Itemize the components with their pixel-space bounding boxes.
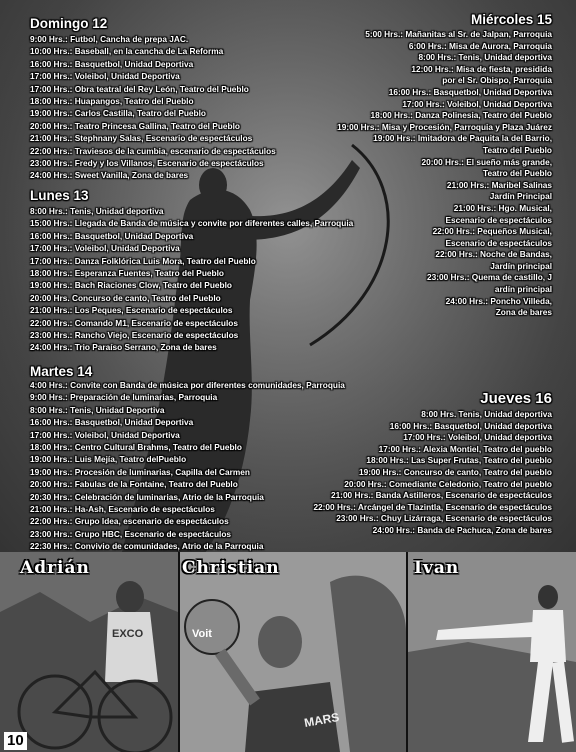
day-title: Jueves 16 xyxy=(480,390,552,407)
event-item: 20:00 Hrs.: Fabulas de la Fontaine, Teatro del Pueblo xyxy=(30,479,238,490)
day-domingo xyxy=(30,16,276,182)
day-miercoles xyxy=(337,12,552,319)
shirt-label: MARS xyxy=(303,710,341,730)
event-item: 18:00 Hrs.: Las Super Frutas, Teatro del pueblo xyxy=(366,455,552,466)
event-item: 23:00 Hrs.: Fredy y los Villanos, Escenario de espectáculos xyxy=(30,158,264,169)
event-item: 24:00 Hrs.: Trio Paraíso Serrano, Zona de bares xyxy=(30,342,217,353)
event-item: 21:00 Hrs.: Los Peques, Escenario de espectáculos xyxy=(30,305,233,316)
event-item: 22:00 Hrs.: Comando M1, Escenario de espectáculos xyxy=(30,317,238,328)
event-item: 24:00 Hrs.: Banda de Pachuca, Zona de bares xyxy=(372,524,552,535)
event-item: 21:00 Hrs.: Maribel Salinas xyxy=(446,179,552,190)
event-item: 20:00 Hrs. Concurso de canto, Teatro del Pueblo xyxy=(30,292,221,303)
event-item: 21:00 Hrs.: Ha-Ash, Escenario de espectáculos xyxy=(30,504,215,515)
event-item: 23:00 Hrs.: Grupo HBC, Escenario de espectáculos xyxy=(30,528,232,539)
photo-name: Ivan xyxy=(414,558,460,578)
event-item: 17:00 Hrs.: Voleibol, Unidad Deportiva xyxy=(402,98,552,109)
event-item: 9:00 Hrs.: Preparación de luminarias, Parroquia xyxy=(30,392,218,403)
event-item: 17:00 Hrs.: Voleibol, Unidad deportiva xyxy=(403,432,552,443)
event-item: Escenario de espectáculos xyxy=(445,214,552,225)
event-item: Jardín Principal xyxy=(489,191,552,202)
event-item: Teatro del Pueblo xyxy=(483,168,552,179)
event-item: por el Sr. Obispo, Parroquia xyxy=(442,75,552,86)
basketball-icon xyxy=(185,600,239,654)
event-item: Jardín principal xyxy=(490,260,552,271)
event-item: 4:00 Hrs.: Convite con Banda de música por diferentes comunidades, Parroquia xyxy=(30,380,345,390)
event-item: 16:00 Hrs.: Basquetbol, Unidad Deportiva xyxy=(30,58,194,69)
event-item: 20:00 Hrs.: Teatro Princesa Gallina, Teatro del Pueblo xyxy=(30,120,240,131)
day-lunes xyxy=(30,188,353,354)
event-item: 16:00 Hrs.: Basquetbol, Unidad Deportiva xyxy=(388,86,552,97)
event-item: 10:00 Hrs.: Baseball, en la cancha de La Reforma xyxy=(30,46,224,57)
event-item: 24:00 Hrs.: Sweet Vanilla, Zona de bares xyxy=(30,170,189,181)
event-item: 8:00 Hrs.: Tenis, Unidad deportiva xyxy=(418,52,552,63)
event-item: ardín principal xyxy=(494,284,552,295)
photo-ivan xyxy=(408,552,576,752)
event-item: 19:00 Hrs.: Luis Mejía, Teatro delPueblo xyxy=(30,454,187,465)
event-item: 19:00 Hrs.: Bach Riaciones Clow, Teatro del Pueblo xyxy=(30,280,232,291)
event-item: 16:00 Hrs.: Basquetbol, Unidad deportiva xyxy=(389,420,552,431)
event-item: 19:00 Hrs.: Carlos Castilla, Teatro del Pueblo xyxy=(30,108,206,119)
event-item: 18:00 Hrs.: Danza Polinesia, Teatro del Pueblo xyxy=(370,110,552,121)
day-title: Miércoles 15 xyxy=(470,12,552,27)
event-item: 21:00 Hrs.: Hgo. Musical, xyxy=(453,202,552,213)
event-item: 19:00 Hrs.: Imitadora de Paquita la del Barrio, xyxy=(373,133,552,144)
event-item: 23:00 Hrs.: Quema de castillo, J xyxy=(427,272,552,283)
ball-label: Voit xyxy=(192,628,212,640)
event-item: 17:00 Hrs.: Voleibol, Unidad Deportiva xyxy=(30,429,180,440)
event-item: 22:00 Hrs.: Grupo Idea, escenario de espectáculos xyxy=(30,516,229,527)
event-item: 18:00 Hrs.: Centro Cultural Brahms, Teatro del Pueblo xyxy=(30,442,242,453)
event-item: 20:00 Hrs.: El sueño más grande, xyxy=(421,156,552,167)
event-item: 12:00 Hrs.: Misa de fiesta, presidida xyxy=(411,63,552,74)
event-item: 17:00 Hrs.: Obra teatral del Rey León, Teatro del Pueblo xyxy=(30,83,249,94)
page-number: 10 xyxy=(4,732,27,750)
event-item: 20:30 Hrs.: Celebración de luminarias, Atrio de la Parroquia xyxy=(30,491,264,502)
photo-name: Christian xyxy=(182,558,280,578)
event-item: Teatro del Pueblo xyxy=(483,144,552,155)
photo-adrian xyxy=(0,552,178,752)
event-item: 16:00 Hrs.: Basquetbol, Unidad Deportiva xyxy=(30,230,194,241)
day-title: Martes 14 xyxy=(30,364,93,379)
photo-name: Adrián xyxy=(20,558,90,578)
event-item: 22:00 Hrs.: Pequeños Musical, xyxy=(432,226,552,237)
event-item: 22:00 Hrs.: Traviesos de la cumbia, escenario de espectáculos xyxy=(30,145,276,156)
event-item: 17:00 Hrs.: Voleibol, Unidad Deportiva xyxy=(30,71,180,82)
day-martes xyxy=(30,364,345,553)
event-item: 22:00 Hrs.: Noche de Bandas, xyxy=(435,249,552,260)
event-item: 22:00 Hrs.: Arcángel de Tlazintla, Escenario de espectáculos xyxy=(313,501,552,512)
event-item: 20:00 Hrs.: Comediante Celedonio, Teatro del pueblo xyxy=(344,478,552,489)
event-item: 19:00 Hrs.: Concurso de canto, Teatro del pueblo xyxy=(358,466,552,477)
event-item: 24:00 Hrs.: Poncho Villeda, xyxy=(445,295,552,306)
event-item: 17:00 Hrs.: Danza Folklórica Luis Mora, Teatro del Pueblo xyxy=(30,255,256,266)
event-item: 16:00 Hrs.: Basquetbol, Unidad Deportiva xyxy=(30,417,194,428)
event-item: 23:00 Hrs.: Rancho Viejo, Escenario de espectáculos xyxy=(30,330,239,341)
event-item: 9:00 Hrs.: Futbol, Cancha de prepa JAC. xyxy=(30,34,189,44)
event-item: Zona de bares xyxy=(495,307,552,318)
event-item: 19:00 Hrs.: Procesión de luminarias, Capilla del Carmen xyxy=(30,466,250,477)
event-item: 8:00 Hrs.: Tenis, Unidad Deportiva xyxy=(30,404,165,415)
event-item: 8:00 Hrs. Tenis, Unidad deportiva xyxy=(421,409,552,419)
event-item: 21:00 Hrs.: Stephnany Salas, Escenario de espectáculos xyxy=(30,133,253,144)
event-item: 5:00 Hrs.: Mañanitas al Sr. de Jalpan, Parroquia xyxy=(365,29,552,39)
day-title: Domingo 12 xyxy=(30,16,108,31)
event-item: 17:00 Hrs.: Voleibol, Unidad Deportiva xyxy=(30,243,180,254)
photo-christian xyxy=(180,552,406,752)
event-item: 6:00 Hrs.: Misa de Aurora, Parroquia xyxy=(408,40,552,51)
jersey-label: EXCO xyxy=(112,628,144,640)
event-item: 21:00 Hrs.: Banda Astilleros, Escenario de espectáculos xyxy=(330,490,552,501)
event-item: 22:30 Hrs.: Convivio de comunidades, Atrio de la Parroquia xyxy=(30,541,264,552)
event-item: 15:00 Hrs.: Llegada de Banda de música y convite por diferentes calles, Parroquia xyxy=(30,218,354,229)
event-item: 18:00 Hrs.: Huapangos, Teatro del Pueblo xyxy=(30,96,194,107)
event-item: 19:00 Hrs.: Misa y Procesión, Parroquia y Plaza Juárez xyxy=(337,121,552,132)
event-item: 8:00 Hrs.: Tenis, Unidad deportiva xyxy=(30,206,164,216)
photo-strip xyxy=(0,552,576,752)
event-item: Escenario de espectáculos xyxy=(445,237,552,248)
event-item: 18:00 Hrs.: Esperanza Fuentes, Teatro del Pueblo xyxy=(30,268,224,279)
day-jueves xyxy=(313,390,552,537)
event-item: 17:00 Hrs.: Alexia Montiel, Teatro del pueblo xyxy=(378,443,552,454)
event-item: 23:00 Hrs.: Chuy Lizárraga, Escenario de espectáculos xyxy=(336,513,552,524)
day-title: Lunes 13 xyxy=(30,188,89,203)
